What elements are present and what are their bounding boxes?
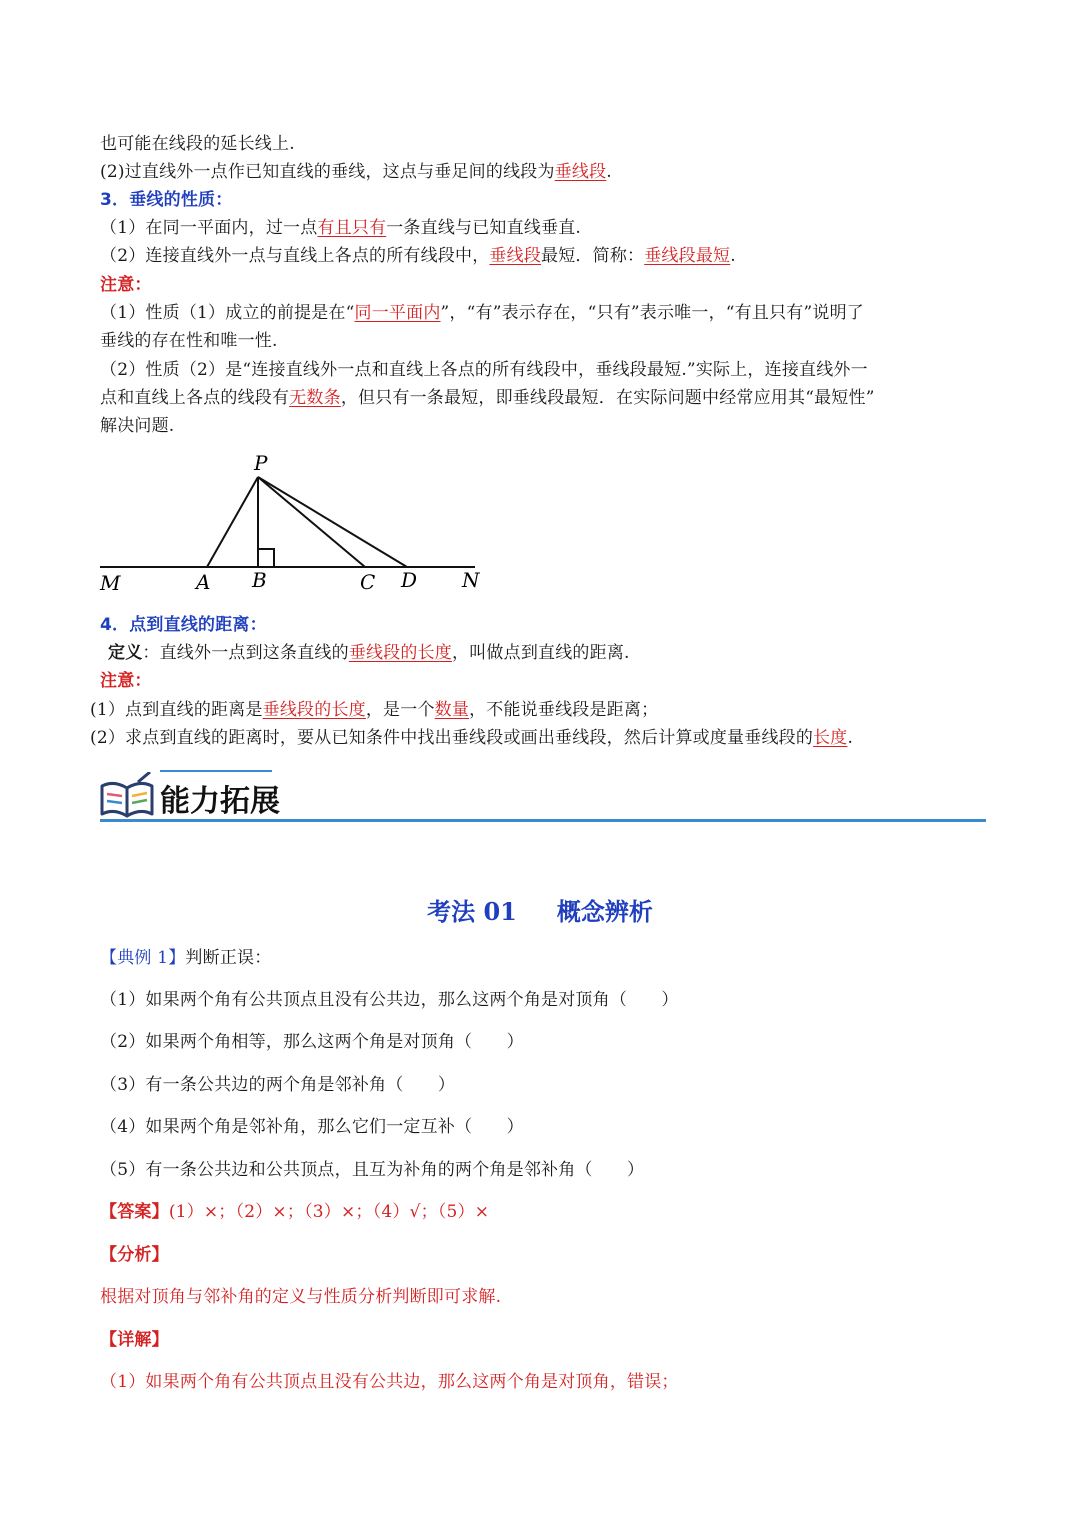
text-line [100,244,736,268]
detail-tag: 【详解】 [100,1330,169,1350]
example-heading [100,946,271,970]
text: ，不能说垂线段是距离； [469,700,659,720]
text: 判断正误： [185,948,272,968]
question-item: （5）有一条公共边和公共顶点，且互为补角的两个角是邻补角（ ） [100,1160,645,1180]
text: ，但只有一条最短，即垂线段最短．在实际问题中经常应用其“最短性” [340,388,875,408]
text-line: （2）性质（2）是“连接直线外一点和直线上各点的所有线段中，垂线段最短.”实际上，连接直线外一 [100,360,868,380]
text: (1）点到直线的距离是 [90,700,263,720]
text: ：直线外一点到这条直线的 [142,643,349,663]
text: （1）性质（1）成立的前提是在“ [100,303,355,323]
answer-line [100,1200,489,1224]
text-line: 垂线的存在性和唯一性. [100,331,278,351]
text: . [730,246,736,266]
method-title [0,892,1080,927]
text-line [100,160,612,184]
definition-label: 定义 [108,643,143,663]
text-line [90,698,658,722]
question-item: （3）有一条公共边的两个角是邻补角（ ） [100,1075,456,1095]
segment-pa [207,477,258,567]
banner-accent-line [160,770,272,772]
note-label: 注意： [100,671,152,691]
text: 最短．简称： [541,246,645,266]
book-icon [98,772,156,820]
text: (2）求点到直线的距离时，要从已知条件中找出垂线段或画出垂线段，然后计算或度量垂线段的 [90,728,814,748]
right-angle-mark [258,549,274,567]
method-topic: 概念辨析 [556,897,653,926]
highlight-term: 垂线段的长度 [262,700,366,720]
text: ，叫做点到直线的距离. [452,643,630,663]
method-number: 考法 01 [427,897,517,926]
highlight-term: 数量 [434,700,470,720]
text-line [100,301,864,325]
section-title: 能力拓展 [160,784,280,819]
note-label: 注意： [100,275,152,295]
highlight-term: 垂线段 [489,246,542,266]
text-line [90,726,853,750]
question-item: （4）如果两个角是邻补角，那么它们一定互补（ ） [100,1117,524,1137]
highlight-term: 垂线段的长度 [348,643,453,663]
highlight-term: 长度 [813,728,848,748]
text: ，是一个 [365,700,435,720]
detail-text: （1）如果两个角有公共顶点且没有公共边，那么这两个角是对顶角，错误； [100,1372,679,1392]
text-line [108,641,630,665]
example-tag: 【典例 1】 [100,948,186,968]
label-m: M [100,571,121,595]
text-line [100,216,581,240]
highlight-term: 无数条 [289,388,341,408]
highlight-term: 垂线段最短 [644,246,731,266]
section-heading: 4．点到直线的距离： [100,615,267,635]
text: （1）在同一平面内，过一点 [100,218,318,238]
answer-tag: 【答案】 [100,1202,169,1222]
label-a: A [196,570,211,594]
analysis-text: 根据对顶角与邻补角的定义与性质分析判断即可求解. [100,1287,502,1307]
text: . [606,162,612,182]
text: 也可能在线段的延长线上. [100,134,295,154]
text: 点和直线上各点的线段有 [100,388,290,408]
text: 一条直线与已知直线垂直. [386,218,582,238]
text: (2)过直线外一点作已知直线的垂线，这点与垂足间的线段为 [100,162,555,182]
label-p: P [254,451,268,475]
text-line: 解决问题. [100,416,175,436]
text-line [100,386,875,410]
section-heading: 3．垂线的性质： [100,190,233,210]
label-n: N [462,568,480,592]
text-line [100,132,295,156]
highlight-term: 有且只有 [317,218,387,238]
label-b: B [252,568,267,592]
highlight-term: 同一平面内 [354,303,441,323]
text: （2）连接直线外一点与直线上各点的所有线段中， [100,246,490,266]
perpendicular-figure [95,450,495,600]
text: . [847,728,854,748]
segment-pd [258,477,407,567]
analysis-tag: 【分析】 [100,1245,169,1265]
section-divider [100,819,986,822]
answer-text: (1）×；（2）×；（3）×；（4）√；（5）× [168,1202,490,1222]
label-d: D [401,568,418,592]
text: ”，“有”表示存在，“只有”表示唯一，“有且只有”说明了 [440,303,864,323]
label-c: C [360,570,376,594]
question-item: （2）如果两个角相等，那么这两个角是对顶角（ ） [100,1032,524,1052]
question-item: （1）如果两个角有公共顶点且没有公共边，那么这两个角是对顶角（ ） [100,990,679,1010]
highlight-term: 垂线段 [554,162,607,182]
